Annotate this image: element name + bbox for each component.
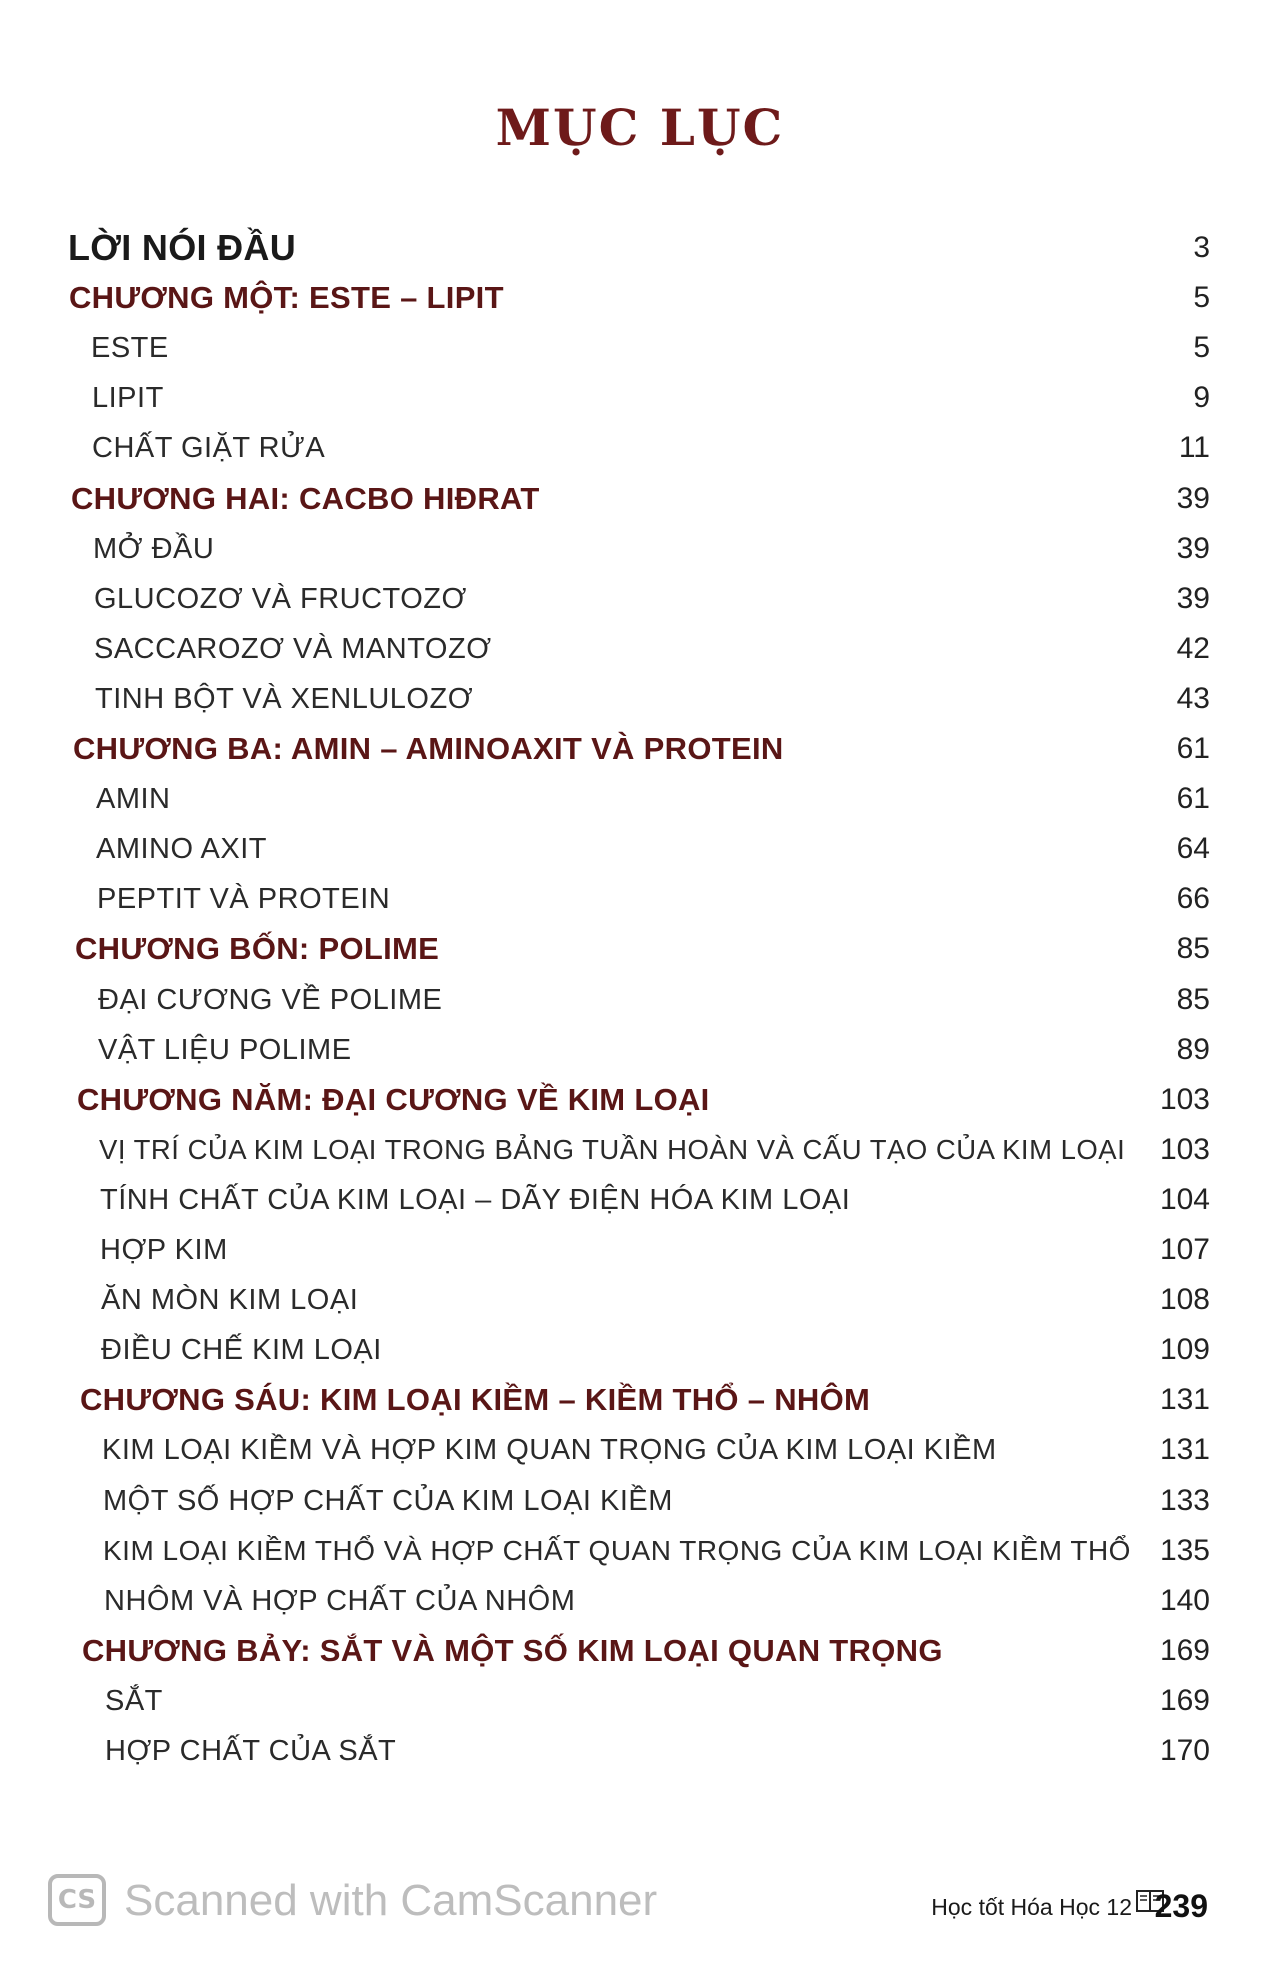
toc-page-number: 66 [1176, 882, 1210, 915]
chapter-title: CHƯƠNG SÁU: KIM LOẠI KIỀM – KIỀM THỔ – NHÔM [80, 1382, 871, 1417]
section-title: TÍNH CHẤT CỦA KIM LOẠI – DÃY ĐIỆN HÓA KIM LOẠI [100, 1183, 851, 1216]
section-title: GLUCOZƠ VÀ FRUCTOZƠ [94, 582, 467, 615]
toc-section-row [95, 674, 1210, 724]
toc-section-row [94, 624, 1210, 674]
toc-page-number: 85 [1176, 932, 1210, 965]
toc-section-row [102, 1425, 1210, 1475]
section-title: MỘT SỐ HỢP CHẤT CỦA KIM LOẠI KIỀM [103, 1484, 673, 1517]
toc-page-number: 108 [1159, 1283, 1210, 1316]
toc-page-number: 39 [1176, 582, 1210, 615]
section-title: AMINO AXIT [96, 832, 267, 865]
camscanner-logo-icon: CS [48, 1874, 106, 1926]
toc-page-number: 107 [1159, 1233, 1210, 1266]
chapter-title: LỜI NÓI ĐẦU [68, 227, 297, 268]
section-title: VẬT LIỆU POLIME [98, 1033, 352, 1066]
toc-section-row [96, 824, 1210, 874]
section-title: ĐIỀU CHẾ KIM LOẠI [101, 1333, 382, 1366]
toc-chapter-row [68, 223, 1210, 273]
toc-section-row [100, 1175, 1210, 1225]
toc-page-number: 43 [1176, 682, 1210, 715]
toc-page-number: 39 [1176, 532, 1210, 565]
camscanner-watermark: Scanned with CamScanner [124, 1876, 658, 1925]
toc-section-row [99, 1125, 1210, 1175]
section-title: KIM LOẠI KIỀM VÀ HỢP KIM QUAN TRỌNG CỦA KIM LOẠI KIỀM [102, 1433, 997, 1466]
toc-page-number: 103 [1159, 1083, 1210, 1116]
toc-chapter-row [71, 474, 1210, 524]
toc-section-row [96, 774, 1210, 824]
toc-page-number: 170 [1159, 1734, 1210, 1767]
toc-page-number: 109 [1159, 1333, 1210, 1366]
toc-section-row [105, 1726, 1210, 1776]
toc-section-row [104, 1576, 1210, 1626]
page-title: MỤC LỤC [495, 98, 785, 157]
toc-page-number: 64 [1176, 832, 1210, 865]
toc-page-number: 61 [1176, 782, 1210, 815]
toc-chapter-row [69, 273, 1210, 323]
section-title: KIM LOẠI KIỀM THỔ VÀ HỢP CHẤT QUAN TRỌNG CỦA KIM LOẠI KIỀM THỔ [103, 1535, 1131, 1566]
toc-page-number: 11 [1178, 431, 1210, 464]
toc-section-row [100, 1225, 1210, 1275]
toc-page-number: 131 [1159, 1383, 1210, 1416]
toc-chapter-row [77, 1075, 1210, 1125]
toc-section-row [103, 1526, 1210, 1576]
toc-page-number: 131 [1159, 1433, 1210, 1466]
chapter-title: CHƯƠNG MỘT: ESTE – LIPIT [69, 280, 504, 315]
toc-page-number: 9 [1193, 381, 1210, 414]
section-title: LIPIT [92, 381, 164, 414]
toc-section-row [105, 1676, 1210, 1726]
toc-page-number: 85 [1176, 983, 1210, 1016]
section-title: TINH BỘT VÀ XENLULOZƠ [95, 682, 474, 715]
toc-page-number: 169 [1159, 1634, 1210, 1667]
chapter-title: CHƯƠNG HAI: CACBO HIĐRAT [71, 481, 540, 516]
toc-chapter-row [82, 1626, 1210, 1676]
toc-chapter-row [80, 1375, 1210, 1425]
toc-page-number: 169 [1159, 1684, 1210, 1717]
toc-page-number: 61 [1176, 732, 1210, 765]
section-title: CHẤT GIẶT RỬA [92, 431, 326, 464]
chapter-title: CHƯƠNG BẢY: SẮT VÀ MỘT SỐ KIM LOẠI QUAN TRỌNG [82, 1633, 943, 1668]
toc-section-row [92, 423, 1210, 473]
toc-section-row [101, 1325, 1210, 1375]
toc-page-number: 104 [1159, 1183, 1210, 1216]
section-title: NHÔM VÀ HỢP CHẤT CỦA NHÔM [104, 1584, 576, 1617]
toc-page-number: 89 [1176, 1033, 1210, 1066]
toc-section-row [98, 975, 1210, 1025]
toc-section-row [97, 874, 1210, 924]
section-title: ESTE [91, 331, 169, 364]
toc-section-row [91, 323, 1210, 373]
chapter-title: CHƯƠNG NĂM: ĐẠI CƯƠNG VỀ KIM LOẠI [77, 1082, 710, 1117]
toc-section-row [101, 1275, 1210, 1325]
toc-section-row [92, 373, 1210, 423]
section-title: SACCAROZƠ VÀ MANTOZƠ [94, 632, 492, 665]
chapter-title: CHƯƠNG BỐN: POLIME [75, 931, 440, 966]
section-title: HỢP CHẤT CỦA SẮT [105, 1734, 397, 1767]
toc-page-number: 133 [1159, 1484, 1210, 1517]
toc-page-number: 39 [1176, 482, 1210, 515]
toc-section-row [93, 524, 1210, 574]
section-title: VỊ TRÍ CỦA KIM LOẠI TRONG BẢNG TUẦN HOÀN VÀ CẤU TẠO CỦA KIM LOẠI [99, 1134, 1126, 1165]
toc-section-row [94, 574, 1210, 624]
section-title: ĂN MÒN KIM LOẠI [101, 1283, 359, 1316]
book-title: Học tốt Hóa Học 12 [931, 1894, 1132, 1920]
toc-page-number: 5 [1193, 331, 1210, 364]
toc-page-number: 140 [1159, 1584, 1210, 1617]
page-footer [0, 1860, 1280, 1950]
section-title: HỢP KIM [100, 1233, 228, 1266]
toc-section-row [98, 1025, 1210, 1075]
toc-page-number: 135 [1159, 1534, 1210, 1567]
toc-page-number: 5 [1193, 281, 1210, 314]
toc-chapter-row [75, 924, 1210, 974]
page-number: 239 [1154, 1888, 1208, 1924]
section-title: AMIN [96, 782, 171, 815]
section-title: PEPTIT VÀ PROTEIN [97, 882, 391, 915]
section-title: ĐẠI CƯƠNG VỀ POLIME [98, 983, 443, 1016]
toc-chapter-row [73, 724, 1210, 774]
toc-page-number: 42 [1176, 632, 1210, 665]
toc-page-number: 103 [1159, 1133, 1210, 1166]
chapter-title: CHƯƠNG BA: AMIN – AMINOAXIT VÀ PROTEIN [73, 731, 784, 766]
toc-section-row [103, 1476, 1210, 1526]
section-title: SẮT [105, 1684, 163, 1717]
toc-page-number: 3 [1193, 231, 1210, 264]
section-title: MỞ ĐẦU [93, 532, 215, 565]
